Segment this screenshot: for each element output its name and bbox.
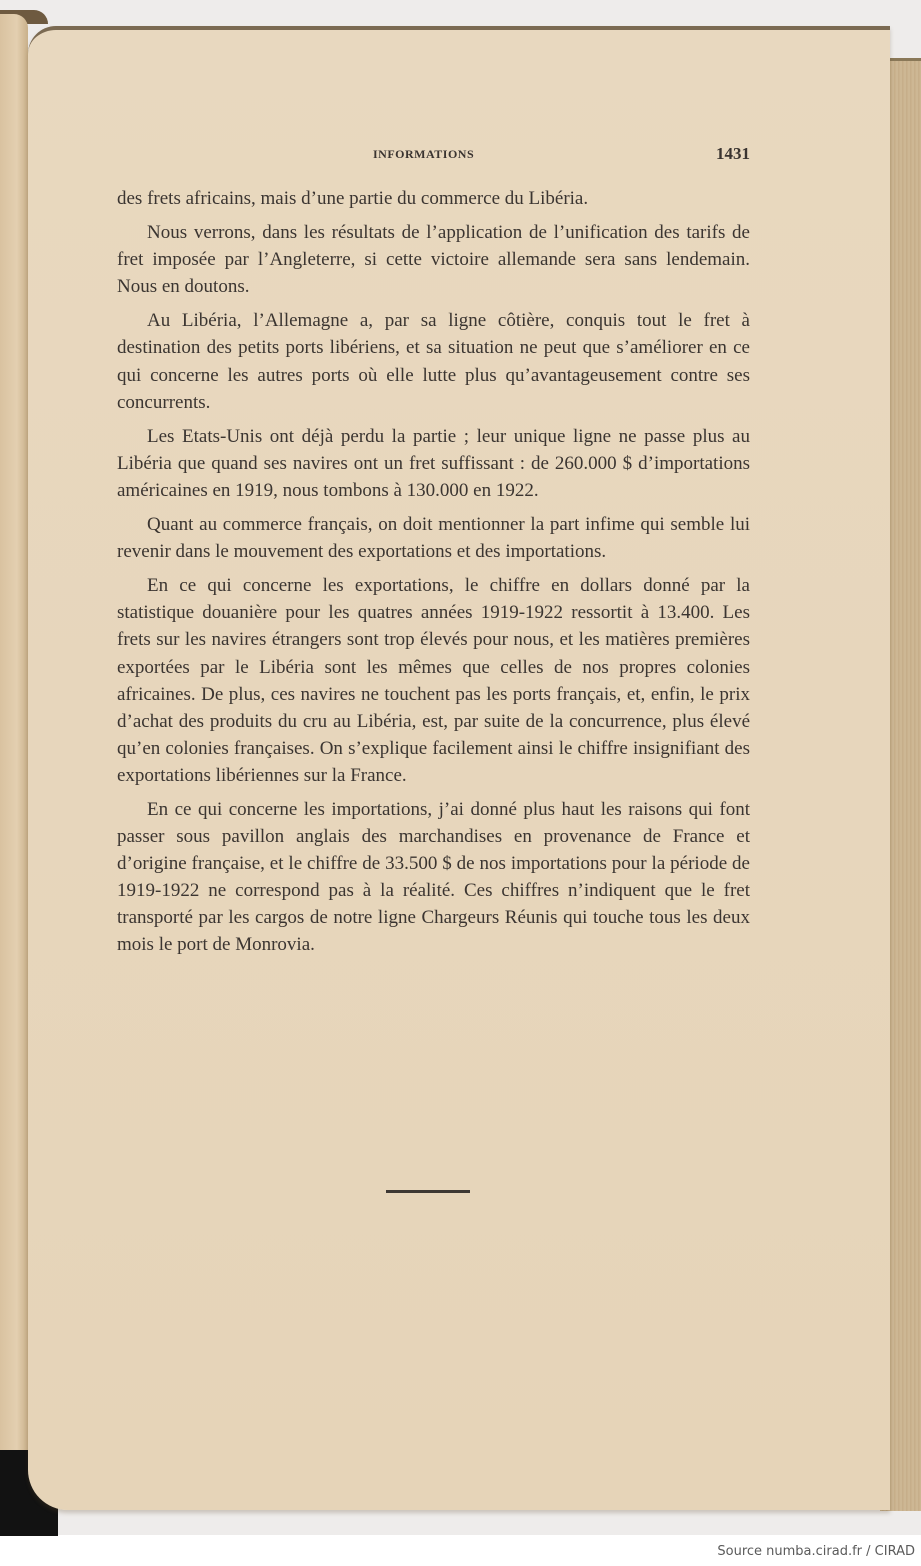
paragraph: En ce qui concerne les exportations, le chiffre en dollars donné par la statistique douanière pour les quatres années 1919-1922 ressortit à 13.400. Les frets sur les navires étrangers sont trop élevés pour nous, et les matières premières exportées par le Libéria sont les mêmes que celles de nos propres colonies africaines. De plus, ces navires ne touchent pas les ports français, et, enfin, le prix d’achat des produits du cru au Libéria, est, par suite de la concurrence, plus élevé qu’en colonies françaises. On s’explique facilement ainsi le chiffre insignifiant des exportations libériennes sur la France. <box>117 575 750 786</box>
paragraph: des frets africains, mais d’une partie du commerce du Libéria. <box>117 188 589 209</box>
page-number: 1431 <box>716 144 750 163</box>
paragraph: Quant au commerce français, on doit mentionner la part infime qui semble lui revenir dans le mouvement des exportations et des importations. <box>117 514 750 563</box>
left-page-margin <box>0 14 28 1494</box>
running-head: INFORMATIONS <box>373 147 475 161</box>
source-credit: Source numba.cirad.fr / CIRAD <box>717 1544 915 1559</box>
paragraph: Nous verrons, dans les résultats de l’application de l’unification des tarifs de fret imposée par l’Angleterre, si cette victoire allemande sera sans lendemain. Nous en doutons. <box>117 222 750 298</box>
paragraph: En ce qui concerne les importations, j’ai donné plus haut les raisons qui font passer sous pavillon anglais des marchandises en provenance de France et d’origine française, et le chiffre de 33.500 $ de nos importations pour la période de 1919-1922 ne correspond pas à la réalité. Ces chiffres n’indiquent que le fret transporté par les cargos de notre ligne Chargeurs Réunis qui touche tous les deux mois le port de Monrovia. <box>117 798 750 956</box>
page-header <box>117 144 750 165</box>
section-end-rule <box>386 1190 470 1193</box>
paragraph: Au Libéria, l’Allemagne a, par sa ligne côtière, conquis tout le fret à destination des petits ports libériens, et sa situation ne peut que s’améliorer en ce qui concerne les autres ports où elle lutte plus qu’avantageusement contre ses concurrents. <box>117 310 750 413</box>
body-text <box>117 185 750 959</box>
paragraph: Les Etats-Unis ont déjà perdu la partie ; leur unique ligne ne passe plus au Libéria que quand ses navires ont un fret suffissant : de 260.000 $ d’importations américaines en 1919, nous tombons à 130.000 en 1922. <box>117 425 750 501</box>
